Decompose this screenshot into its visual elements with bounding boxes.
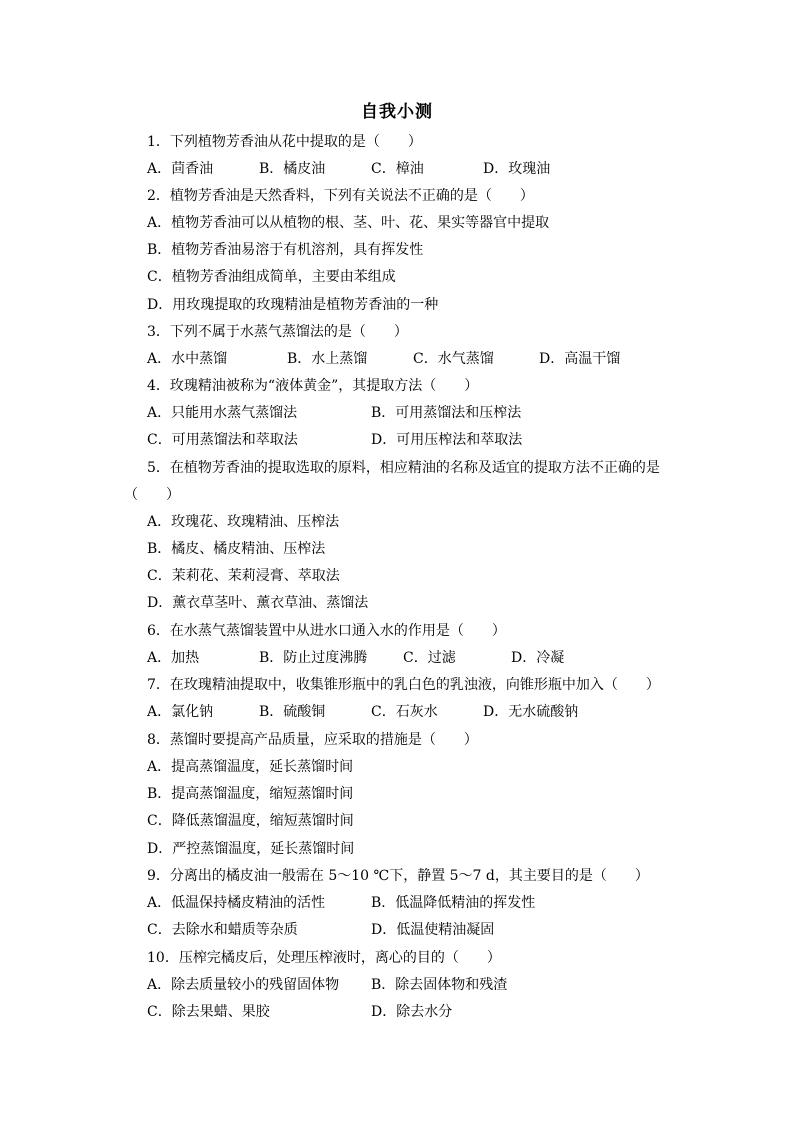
q2-option-a: A．植物芳香油可以从植物的根、茎、叶、花、果实等器官中提取 [147, 215, 550, 231]
question-6-stem: 6．在水蒸气蒸馏装置中从进水口通入水的作用是（ ） [147, 623, 506, 639]
question-3-stem: 3．下列不属于水蒸气蒸馏法的是（ ） [147, 324, 408, 340]
q8-option-b: B．提高蒸馏温度，缩短蒸馏时间 [147, 786, 354, 802]
q4-option-c: C．可用蒸馏法和萃取法 [147, 432, 298, 448]
q2-option-d: D．用玫瑰提取的玫瑰精油是植物芳香油的一种 [147, 297, 439, 313]
q3-option-b: B．水上蒸馏 [287, 351, 368, 367]
question-10-stem: 10．压榨完橘皮后，处理压榨液时，离心的目的（ ） [147, 950, 501, 966]
page-title: 自我小测 [361, 102, 433, 122]
q1-option-a: A．茴香油 [147, 161, 214, 177]
q1-option-b: B．橘皮油 [259, 161, 326, 177]
q5-option-c: C．茉莉花、茉莉浸膏、萃取法 [147, 568, 340, 584]
question-2-stem: 2．植物芳香油是天然香料，下列有关说法不正确的是（ ） [147, 188, 534, 204]
q9-option-a: A．低温保持橘皮精油的活性 [147, 895, 326, 911]
question-5-stem: 5．在植物芳香油的提取选取的原料，相应精油的名称及适宜的提取方法不正确的是 [147, 460, 660, 476]
q7-option-b: B．硫酸铜 [259, 704, 326, 720]
question-7-stem: 7．在玫瑰精油提取中，收集锥形瓶中的乳白色的乳浊液，向锥形瓶中加入（ ） [147, 677, 660, 693]
q1-option-c: C．樟油 [371, 161, 424, 177]
q9-option-b: B．低温降低精油的挥发性 [371, 895, 536, 911]
q6-option-c: C．过滤 [403, 650, 456, 666]
q4-option-a: A．只能用水蒸气蒸馏法 [147, 405, 298, 421]
q3-option-c: C．水气蒸馏 [413, 351, 494, 367]
q7-option-d: D．无水硫酸钠 [483, 704, 579, 720]
q8-option-c: C．降低蒸馏温度，缩短蒸馏时间 [147, 813, 354, 829]
question-9-stem: 9．分离出的橘皮油一般需在 5～10 ℃下，静置 5～7 d，其主要目的是（ ） [147, 868, 649, 884]
q7-option-c: C．石灰水 [371, 704, 438, 720]
q3-option-d: D．高温干馏 [539, 351, 621, 367]
question-4-stem: 4．玫瑰精油被称为“液体黄金”，其提取方法（ ） [147, 378, 479, 394]
q10-option-d: D．除去水分 [371, 1004, 453, 1020]
q6-option-a: A．加热 [147, 650, 200, 666]
q5-option-a: A．玫瑰花、玫瑰精油、压榨法 [147, 514, 340, 530]
q3-option-a: A．水中蒸馏 [147, 351, 228, 367]
q8-option-d: D．严控蒸馏温度，延长蒸馏时间 [147, 841, 355, 857]
q5-option-d: D．薰衣草茎叶、薰衣草油、蒸馏法 [147, 595, 369, 611]
q7-option-a: A．氯化钠 [147, 704, 214, 720]
q8-option-a: A．提高蒸馏温度，延长蒸馏时间 [147, 759, 354, 775]
q10-option-a: A．除去质量较小的残留固体物 [147, 977, 340, 993]
q6-option-b: B．防止过度沸腾 [259, 650, 368, 666]
question-5-stem-continued: （ ） [124, 487, 180, 503]
q10-option-b: B．除去固体物和残渣 [371, 977, 508, 993]
q4-option-d: D．可用压榨法和萃取法 [371, 432, 523, 448]
q2-option-b: B．植物芳香油易溶于有机溶剂，具有挥发性 [147, 242, 424, 258]
q6-option-d: D．冷凝 [511, 650, 565, 666]
q4-option-b: B．可用蒸馏法和压榨法 [371, 405, 522, 421]
q9-option-d: D．低温使精油凝固 [371, 922, 495, 938]
q1-option-d: D．玫瑰油 [483, 161, 551, 177]
q2-option-c: C．植物芳香油组成简单，主要由苯组成 [147, 269, 396, 285]
q10-option-c: C．除去果蜡、果胶 [147, 1004, 270, 1020]
q5-option-b: B．橘皮、橘皮精油、压榨法 [147, 541, 326, 557]
q9-option-c: C．去除水和蜡质等杂质 [147, 922, 298, 938]
question-8-stem: 8．蒸馏时要提高产品质量，应采取的措施是（ ） [147, 732, 478, 748]
question-1-stem: 1．下列植物芳香油从花中提取的是（ ） [147, 134, 422, 150]
